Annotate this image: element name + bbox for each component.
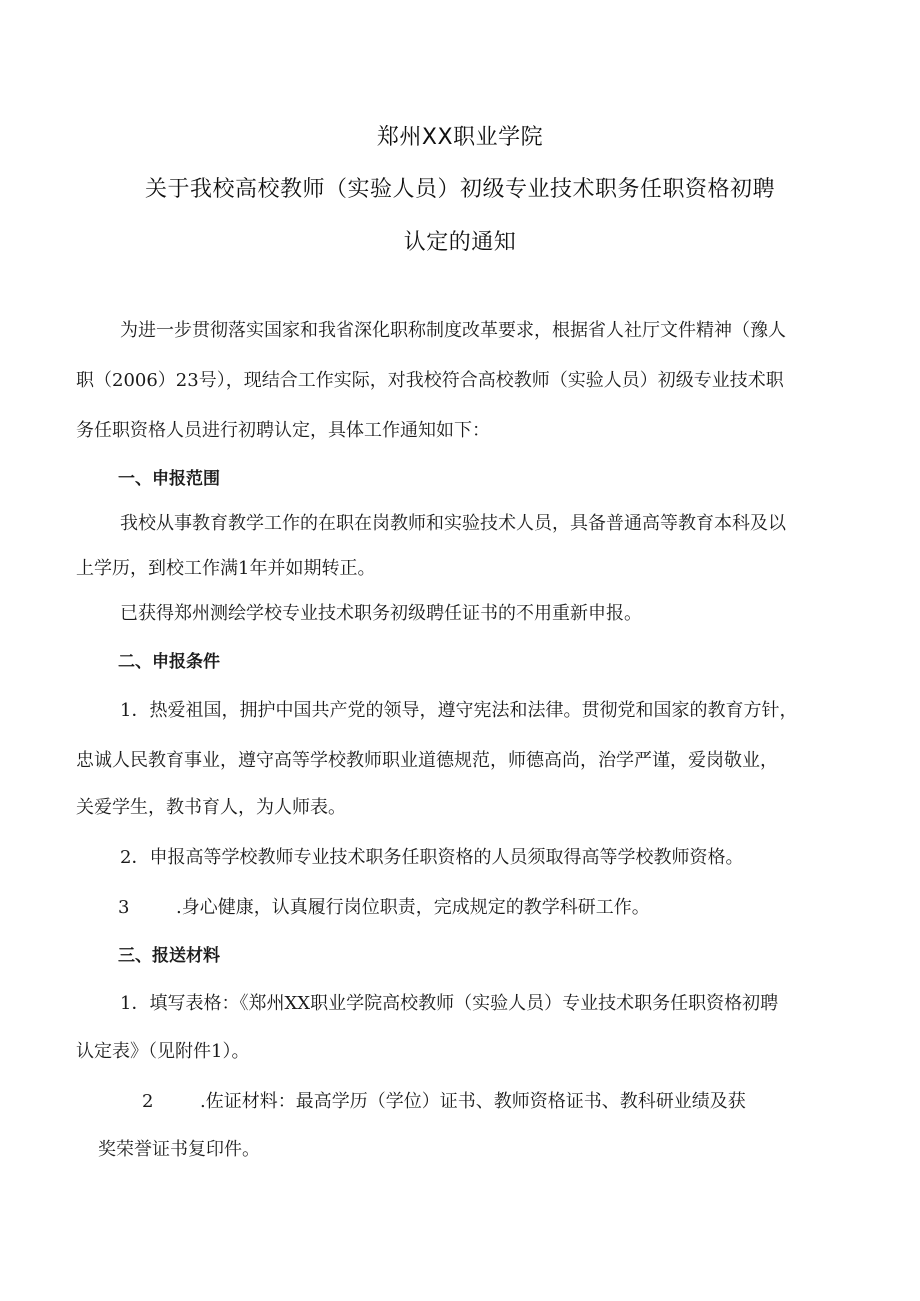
title-line-subject: 关于我校高校教师（实验人员）初级专业技术职务任职资格初聘 [144,177,775,202]
scope-para1-line2: 上学历，到校工作满1年并如期转正。 [76,558,376,579]
condition-item1-line2: 忠诚人民教育事业，遵守高等学校教师职业道德规范，师德高尚，治学严谨，爱岗敬业， [76,750,778,771]
title-line-institution: 郑州XX职业学院 [376,125,544,150]
scope-para1-line1: 我校从事教育教学工作的在职在岗教师和实验技术人员，具备普通高等教育本科及以 [120,513,786,534]
condition-item3-number: 3 [118,897,130,918]
intro-line-1: 为进一步贯彻落实国家和我省深化职称制度改革要求，根据省人社厅文件精神（豫人 [120,320,786,341]
intro-line-2: 职（2006）23号），现结合工作实际，对我校符合高校教师（实验人员）初级专业技术职 [76,370,784,391]
material-item2-number: 2 [142,1091,154,1112]
scope-para2: 已获得郑州测绘学校专业技术职务初级聘任证书的不用重新申报。 [120,603,642,624]
material-item2-text: .佐证材料：最高学历（学位）证书、教师资格证书、教科研业绩及获 [200,1091,746,1112]
condition-item1-line1: 1．热爱祖国，拥护中国共产党的领导，遵守宪法和法律。贯彻党和国家的教育方针， [120,700,798,721]
material-item1-line2: 认定表》（见附件1）。 [76,1041,250,1062]
section-heading-scope: 一、申报范围 [118,469,220,489]
condition-item3-text: .身心健康，认真履行岗位职责，完成规定的教学科研工作。 [176,897,650,918]
section-heading-conditions: 二、申报条件 [118,652,220,672]
material-item1-line1: 1．填写表格：《郑州XX职业学院高校教师（实验人员）专业技术职务任职资格初聘 [120,993,779,1014]
condition-item2: 2．申报高等学校教师专业技术职务任职资格的人员须取得高等学校教师资格。 [120,847,744,868]
material-item2-line2: 奖荣誉证书复印件。 [98,1139,260,1160]
title-line-suffix: 认定的通知 [403,230,517,255]
document-title [0,127,920,284]
condition-item1-line3: 关爱学生，教书育人，为人师表。 [76,797,346,818]
intro-line-3: 务任职资格人员进行初聘认定，具体工作通知如下： [76,420,490,441]
section-heading-materials: 三、报送材料 [118,946,220,966]
